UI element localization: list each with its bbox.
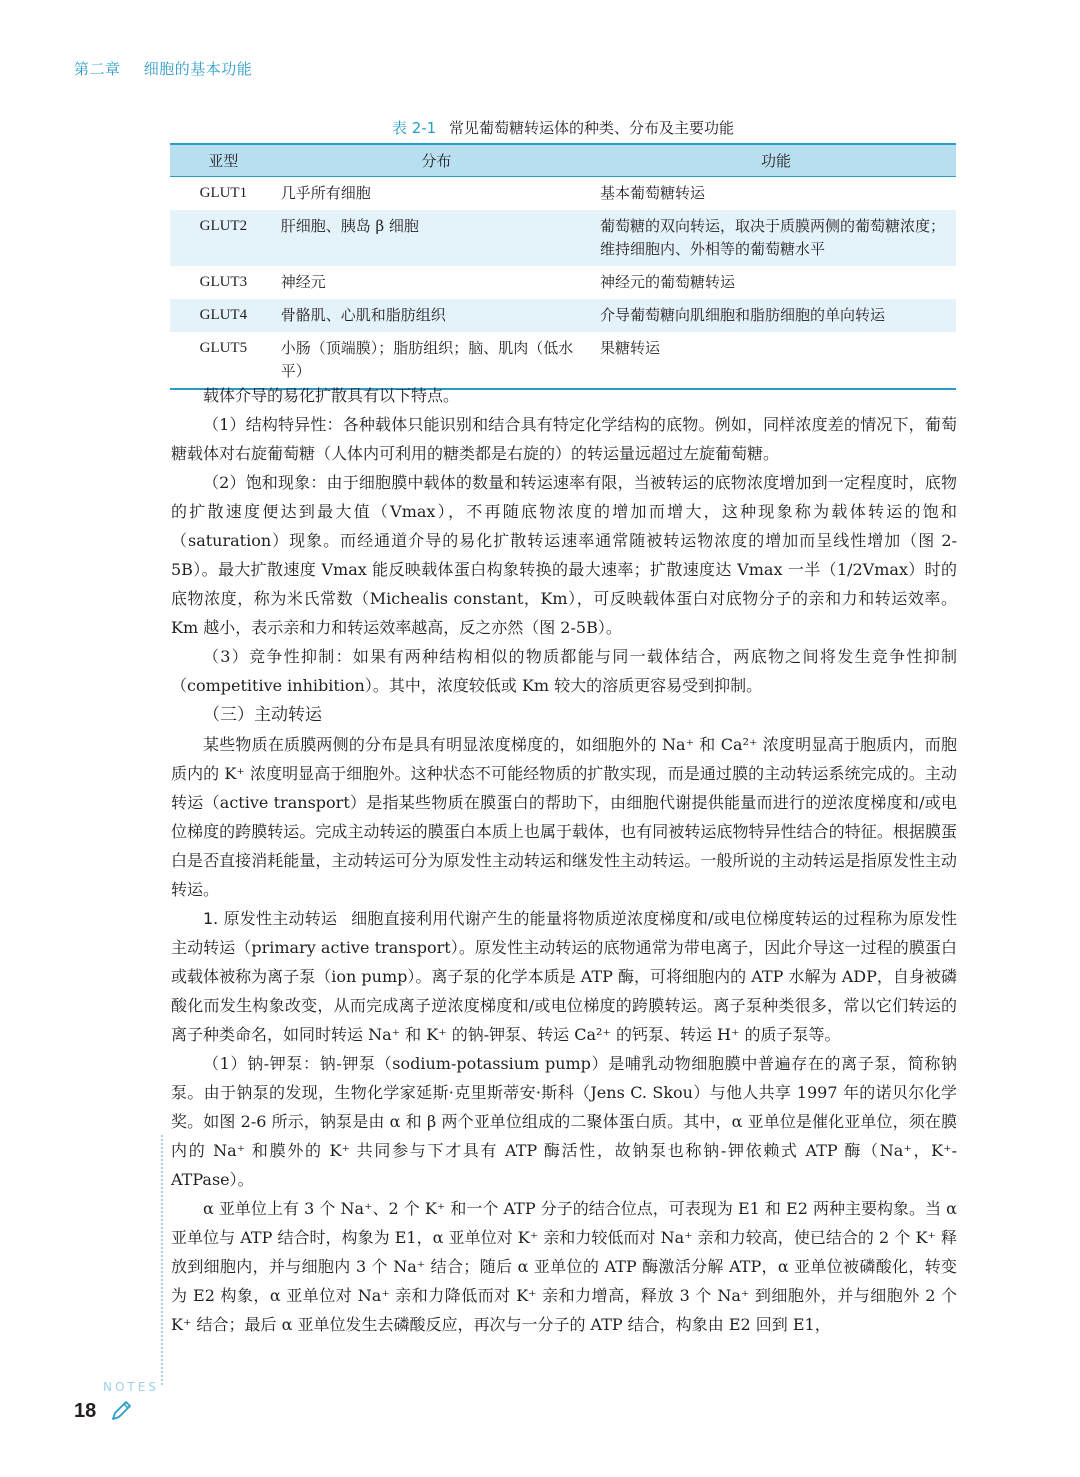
body-text [171, 381, 957, 1339]
page-number: 18 [74, 1400, 97, 1422]
table-row [170, 299, 956, 332]
chapter-title: 细胞的基本功能 [143, 60, 253, 78]
column-header-distribution: 分布 [277, 144, 596, 177]
table-cell: GLUT3 [199, 274, 248, 290]
table-cell: GLUT2 [170, 210, 277, 266]
table-caption-text: 常见葡萄糖转运体的种类、分布及主要功能 [449, 119, 735, 137]
chapter-label: 第二章 [74, 60, 121, 78]
paragraph: （1）钠-钾泵：钠-钾泵（sodium-potassium pump）是哺乳动物细胞膜中普遍存在的离子泵，简称钠泵。由于钠泵的发现，生物化学家延斯·克里斯蒂安·斯科（Jens C. Skou）与他人共享 1997 年的诺贝尔化学奖。如图 2-6 所示，钠泵是由 α 和 β 两个亚单位组成的二聚体蛋白质。其中，α 亚单位是催化亚单位，须在膜内的 Na⁺ 和膜外的 K⁺ 共同参与下才具有 ATP 酶活性，故钠泵也称钠-钾依赖式 ATP 酶（Na⁺，K⁺-ATPase）。 [171, 1054, 957, 1189]
pencil-icon [108, 1398, 134, 1424]
table-cell: GLUT4 [170, 299, 277, 332]
paragraph: 某些物质在质膜两侧的分布是具有明显浓度梯度的，如细胞外的 Na⁺ 和 Ca²⁺ 浓度明显高于胞质内，而胞质内的 K⁺ 浓度明显高于细胞外。这种状态不可能经物质的扩散实现，而是通过膜的主动转运系统完成的。主动转运（active transport）是指某些物质在膜蛋白的帮助下，由细胞代谢提供能量而进行的逆浓度梯度和/或电位梯度的跨膜转运。完成主动转运的膜蛋白本质上也属于载体，也有同被转运底物特异性结合的特征。根据膜蛋白是否直接消耗能量，主动转运可分为原发性主动转运和继发性主动转运。一般所说的主动转运是指原发性主动转运。 [171, 735, 957, 899]
notes-label: NOTES [103, 1380, 159, 1394]
table-number: 表 2-1 [391, 119, 437, 137]
column-header-function: 功能 [596, 144, 956, 177]
paragraph [171, 904, 957, 1049]
table-cell: 小肠（顶端膜）；脂肪组织；脑、肌肉（低水平） [277, 332, 596, 389]
table-header-row [170, 144, 956, 177]
subsection-heading: 1. 原发性主动转运 [203, 909, 338, 928]
table-cell: 骨骼肌、心肌和脂肪组织 [277, 299, 596, 332]
paragraph: α 亚单位上有 3 个 Na⁺、2 个 K⁺ 和一个 ATP 分子的结合位点，可表现为 E1 和 E2 两种主要构象。当 α 亚单位与 ATP 结合时，构象为 E1，α 亚单位对 K⁺ 亲和力较低而对 Na⁺ 亲和力较高，使已结合的 2 个 K⁺ 释放到细胞内，并与细胞内 3 个 Na⁺ 结合；随后 α 亚单位的 ATP 酶激活分解 ATP，α 亚单位被磷酸化，转变为 E2 构象，α 亚单位对 Na⁺ 亲和力降低而对 K⁺ 亲和力增高，释放 3 个 Na⁺ 到细胞外，并与细胞外 2 个 K⁺ 结合；最后 α 亚单位发生去磷酸反应，再次与一分子的 ATP 结合，构象由 E2 回到 E1， [171, 1199, 957, 1334]
table-row [170, 177, 956, 211]
table-caption [170, 117, 956, 138]
glut-table [170, 143, 956, 390]
table-cell: 果糖转运 [596, 332, 956, 389]
section-heading: （三）主动转运 [203, 705, 322, 725]
paragraph-text: 细胞直接利用代谢产生的能量将物质逆浓度梯度和/或电位梯度转运的过程称为原发性主动转运（primary active transport）。原发性主动转运的底物通常为带电离子，因此介导这一过程的膜蛋白或载体被称为离子泵（ion pump）。离子泵的化学本质是 ATP 酶，可将细胞内的 ATP 水解为 ADP，自身被磷酸化而发生构象改变，从而完成离子逆浓度梯度和/或电位梯度的跨膜转运。离子泵种类很多，常以它们转运的离子种类命名，如同时转运 Na⁺ 和 K⁺ 的钠-钾泵、转运 Ca²⁺ 的钙泵、转运 H⁺ 的质子泵等。 [171, 909, 957, 1044]
table-cell: 几乎所有细胞 [280, 184, 371, 202]
table-row [170, 266, 956, 299]
table-cell: 神经元的葡萄糖转运 [599, 273, 735, 291]
table-row [170, 210, 956, 266]
notes-margin-line [161, 1135, 163, 1385]
table-cell: GLUT5 [170, 332, 277, 389]
running-header [74, 58, 252, 79]
table-cell: 葡萄糖的双向转运，取决于质膜两侧的葡萄糖浓度；维持细胞内、外相等的葡萄糖水平 [596, 210, 956, 266]
column-header-subtype: 亚型 [170, 144, 277, 177]
paragraph: （2）饱和现象：由于细胞膜中载体的数量和转运速率有限，当被转运的底物浓度增加到一定程度时，底物的扩散速度便达到最大值（Vmax），不再随底物浓度的增加而增大，这种现象称为载体转运的饱和（saturation）现象。而经通道介导的易化扩散转运速率通常随被转运物浓度的增加而呈线性增加（图 2-5B）。最大扩散速度 Vmax 能反映载体蛋白构象转换的最大速率；扩散速度达 Vmax 一半（1/2Vmax）时的底物浓度，称为米氏常数（Michealis constant，Km），可反映载体蛋白对底物分子的亲和力和转运效率。Km 越小，表示亲和力和转运效率越高，反之亦然（图 2-5B）。 [171, 473, 957, 637]
table-cell: 基本葡萄糖转运 [599, 184, 705, 202]
table-cell: 神经元 [280, 273, 326, 291]
table-cell: 肝细胞、胰岛 β 细胞 [277, 210, 596, 266]
paragraph: （1）结构特异性：各种载体只能识别和结合具有特定化学结构的底物。例如，同样浓度差的情况下，葡萄糖载体对右旋葡萄糖（人体内可利用的糖类都是右旋的）的转运量远超过左旋葡萄糖。 [171, 415, 957, 463]
table-cell: 介导葡萄糖向肌细胞和脂肪细胞的单向转运 [596, 299, 956, 332]
paragraph: （3）竞争性抑制：如果有两种结构相似的物质都能与同一载体结合，两底物之间将发生竞争性抑制（competitive inhibition）。其中，浓度较低或 Km 较大的溶质更容易受到抑制。 [171, 647, 957, 695]
table-cell: GLUT1 [199, 185, 248, 201]
paragraph: 载体介导的易化扩散具有以下特点。 [203, 386, 460, 405]
